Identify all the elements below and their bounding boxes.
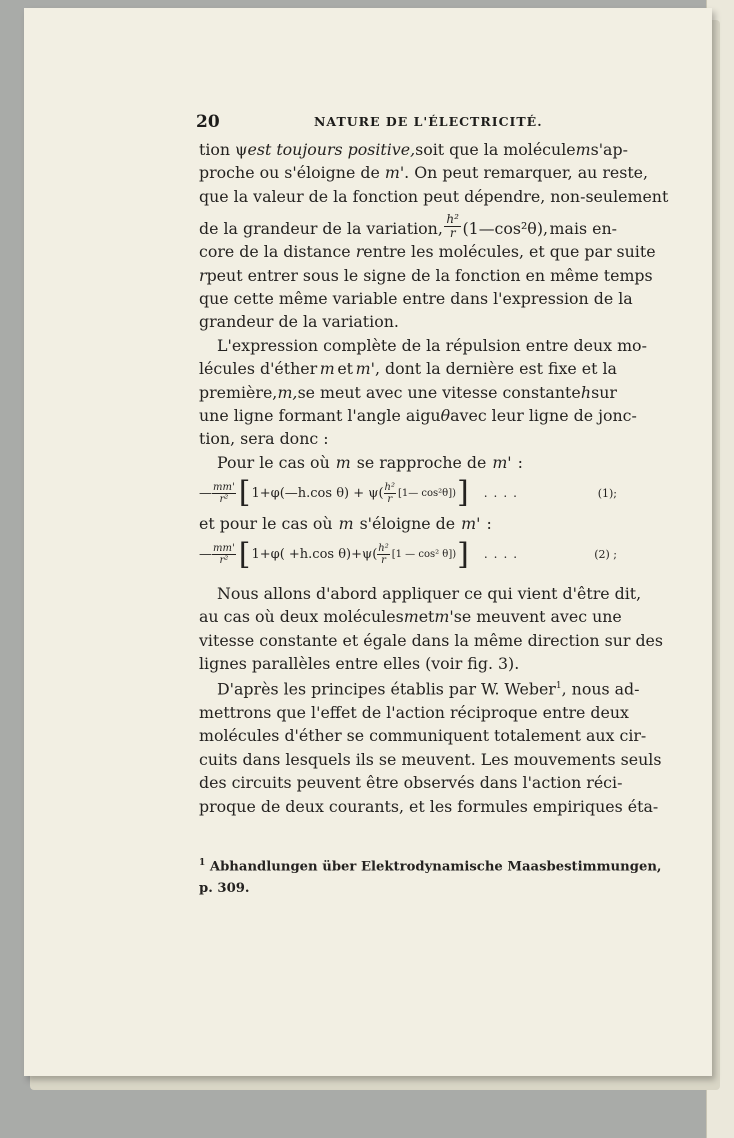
text-line: une ligne formant l'angle aigu θ avec leur ligne de jonc-	[199, 406, 637, 426]
text-line: de la grandeur de la variation, h² r (1—cos²θ), mais en-	[199, 212, 617, 241]
text-line: proche ou s'éloigne de m' . On peut remarquer, au reste,	[199, 163, 649, 183]
footnote-mark: 1	[555, 681, 562, 692]
equation-number: (2) ;	[594, 547, 617, 561]
text-line: cuits dans lesquels ils se meuvent. Les mouvements seuls	[199, 749, 662, 769]
text-line: et pour le cas où m s'éloigne de m' :	[199, 514, 492, 534]
footnote-line: $^1$ Abhandlungen über Elektrodynamische Maasbestimmungen,	[199, 858, 662, 875]
text-line: Nous allons d'abord appliquer ce qui vient d'être dit,	[217, 583, 642, 603]
text-line: première, m, se meut avec une vitesse constante h sur	[199, 382, 617, 402]
running-title: NATURE DE L'ÉLECTRICITÉ.	[314, 114, 543, 129]
text-line: molécules d'éther se communiquent totalement aux cir-	[199, 726, 647, 746]
equation-number: (1);	[597, 486, 617, 500]
text-line: mettrons que l'effet de l'action réciproque entre deux	[199, 702, 629, 722]
text-line: L'expression complète de la répulsion entre deux mo-	[217, 335, 647, 355]
text-line: des circuits peuvent être observés dans l'action réci-	[199, 773, 623, 793]
page-header	[196, 112, 616, 138]
text-line: lécules d'éther m et m', dont la dernière est fixe et la	[199, 359, 617, 379]
equation-1: — $\frac{mm'}{\text{r²}}$ [ 1+φ(—h.cos θ) + ψ( $\frac{\text{h²}}{r}$ [1— cos²θ]) ] .... (1);	[199, 475, 617, 511]
text-line: grandeur de la variation.	[199, 312, 399, 332]
text-line: r peut entrer sous le signe de la fonction en même temps	[199, 265, 653, 285]
text-line: Pour le cas où m se rapproche de m' :	[217, 452, 523, 472]
text-line: que cette même variable entre dans l'expression de la	[199, 289, 633, 309]
text-line: core de la distance r entre les molécules, et que par suite	[199, 242, 656, 262]
footnote-line: p. 309.	[199, 881, 250, 897]
page-number: 20	[196, 112, 220, 132]
text-line: au cas où deux molécules m et m' se meuvent avec une	[199, 607, 622, 627]
text-line: tion, sera donc :	[199, 429, 329, 449]
text-line: que la valeur de la fonction peut dépendre, non-seulement	[199, 186, 669, 206]
footnote	[199, 852, 662, 900]
text-line: D'après les principes établis par W. Weber$^1$, nous ad-	[217, 679, 640, 699]
text-line: tion ψ est toujours positive, soit que la molécule m s'ap-	[199, 140, 628, 159]
text-line: proque de deux courants, et les formules empiriques éta-	[199, 796, 659, 816]
body-text	[199, 138, 669, 818]
equation-2: — $\frac{mm'}{\text{r²}}$ [ 1+φ( +h.cos θ)+ψ( $\frac{\text{h²}}{r}$ [1 — cos² θ]) ] .... (2) ;	[199, 536, 617, 572]
text-line: vitesse constante et égale dans la même direction sur des	[199, 630, 664, 650]
text-line: lignes parallèles entre elles (voir fig. 3).	[199, 653, 520, 673]
